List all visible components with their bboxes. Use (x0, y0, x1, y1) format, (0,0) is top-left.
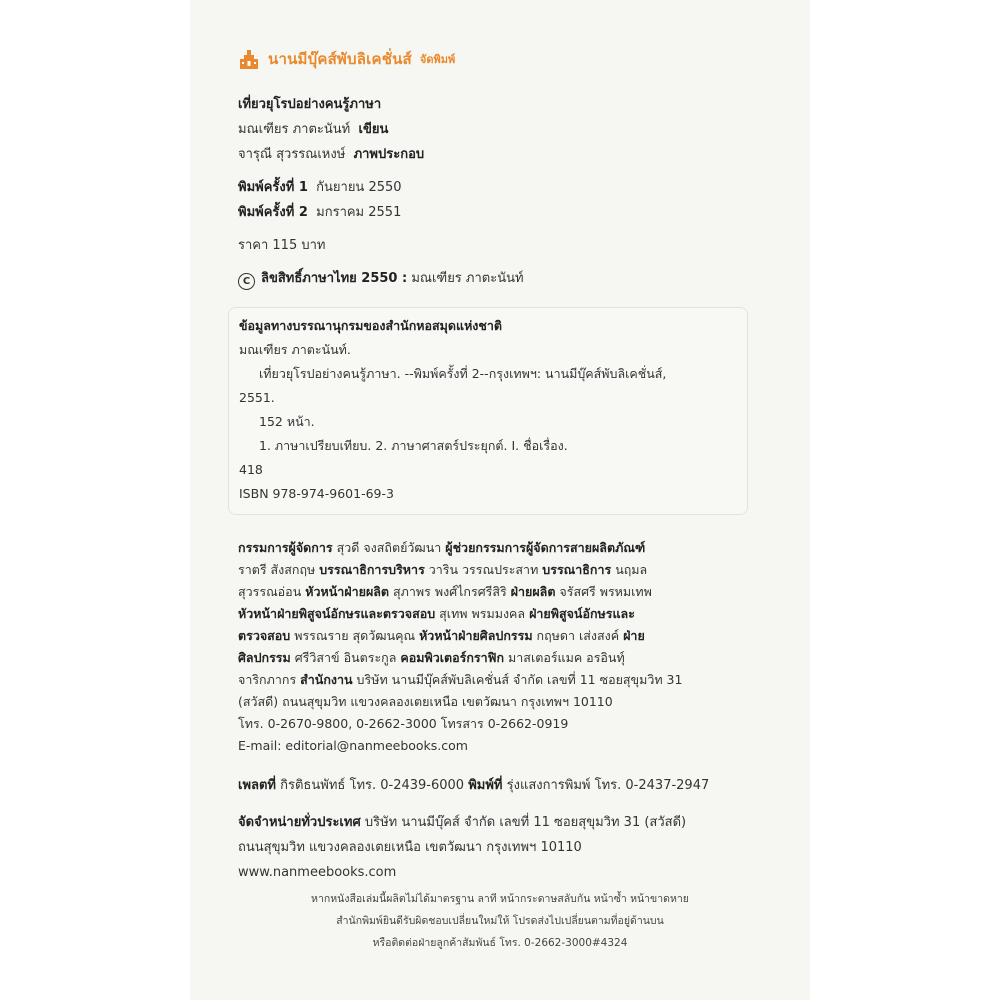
print-value: รุ่งแสงการพิมพ์ โทร. 0-2437-2947 (502, 778, 710, 793)
staff-role: ศิลปกรรม (238, 650, 291, 665)
staff-role: บรรณาธิการ (542, 562, 612, 577)
staff-role: ตรวจสอบ (238, 628, 291, 643)
copyright-icon: C (238, 273, 255, 290)
staff-role: ฝ่ายพิสูจน์อักษรและ (529, 606, 635, 621)
cip-subjects: 1. ภาษาเปรียบเทียบ. 2. ภาษาศาสตร์ประยุกต์. I. ชื่อเรื่อง. (259, 438, 568, 453)
illustrator-role: ภาพประกอบ (353, 147, 425, 162)
staff-person: วาริน วรรณประสาท (424, 562, 543, 577)
staff-role: หัวหน้าฝ่ายศิลปกรรม (419, 628, 533, 643)
staff-role: หัวหน้าฝ่ายผลิต (305, 584, 390, 599)
printing-2 (238, 200, 738, 225)
distribution-address: บริษัท นานมีบุ๊คส์ จำกัด เลขที่ 11 ซอยสุขุมวิท 31 (สวัสดี) (360, 815, 687, 830)
author-line (238, 117, 738, 142)
copyright-page (190, 0, 810, 1000)
staff-role: ฝ่ายผลิต (510, 584, 556, 599)
staff-line (238, 669, 738, 691)
staff-person: สุเทพ พรมมงคล (435, 606, 530, 621)
publisher-name: นานมีบุ๊คส์พับลิเคชั่นส์ (268, 50, 412, 68)
staff-role: บรรณาธิการบริหาร (319, 562, 425, 577)
printing-label: พิมพ์ครั้งที่ 1 (238, 180, 308, 195)
staff-person: พรรณราย สุดวัฒนคุณ (290, 628, 420, 643)
staff-role: ผู้ช่วยกรรมการผู้จัดการสายผลิตภัณฑ์ (445, 540, 646, 555)
cip-block (228, 307, 748, 515)
notice-line: สำนักพิมพ์ยินดีรับผิดชอบเปลี่ยนใหม่ให้ โปรดส่งไปเปลี่ยนตามที่อยู่ด้านบน (336, 915, 664, 927)
notice-line: หรือติดต่อฝ่ายลูกค้าสัมพันธ์ โทร. 0-2662-3000#4324 (372, 937, 628, 949)
publisher-suffix: จัดพิมพ์ (419, 53, 456, 66)
staff-person: สุภาพร พงศ์ไกรศรีสิริ (389, 584, 511, 599)
copyright-line (238, 266, 738, 291)
author-name: มณเฑียร ภาตะนันท์ (238, 122, 351, 137)
staff-role: กรรมการผู้จัดการ (238, 540, 333, 555)
distribution-label: จัดจำหน่ายทั่วประเทศ (238, 815, 361, 830)
staff-role: หัวหน้าฝ่ายพิสูจน์อักษรและตรวจสอบ (238, 606, 436, 621)
staff-credits (238, 537, 738, 757)
cip-pages: 152 หน้า. (259, 414, 315, 429)
office-address: (สวัสดี) ถนนสุขุมวิท แขวงคลองเตยเหนือ เขตวัฒนา กรุงเทพฯ 10110 (238, 694, 613, 709)
staff-line (238, 625, 738, 647)
plate-label: เพลตที่ (238, 778, 276, 793)
copyright-label: ลิขสิทธิ์ภาษาไทย 2550 : (261, 271, 408, 286)
staff-person: จาริกภากร (238, 672, 301, 687)
staff-person: กฤษดา เส่งสงค์ (532, 628, 624, 643)
cip-heading: ข้อมูลทางบรรณานุกรมของสำนักหอสมุดแห่งชาติ (239, 318, 503, 333)
plate-print-line (238, 773, 738, 798)
cip-author: มณเฑียร ภาตะนันท์. (239, 342, 351, 357)
price: ราคา 115 บาท (238, 238, 326, 253)
book-title: เที่ยวยุโรปอย่างคนรู้ภาษา (238, 97, 382, 112)
office-address: บริษัท นานมีบุ๊คส์พับลิเคชั่นส์ จำกัด เลขที่ 11 ซอยสุขุมวิท 31 (352, 672, 683, 687)
cip-class-number: 418 (239, 462, 263, 477)
staff-person: ราตรี สังสกฤษ (238, 562, 320, 577)
cip-entry-year: 2551. (239, 390, 275, 405)
printing-date: กันยายน 2550 (316, 180, 402, 195)
staff-person: สุวรรณอ่อน (238, 584, 306, 599)
copyright-holder: มณเฑียร ภาตะนันท์ (411, 271, 524, 286)
author-role: เขียน (358, 122, 389, 137)
staff-line (238, 537, 738, 559)
office-email: E-mail: editorial@nanmeebooks.com (238, 738, 468, 753)
publisher-logo-icon (238, 47, 260, 71)
print-label: พิมพ์ที่ (468, 778, 503, 793)
office-phone: โทร. 0-2670-9800, 0-2662-3000 โทรสาร 0-2662-0919 (238, 716, 569, 731)
quality-notice (190, 888, 810, 954)
plate-value: กิรติธนพัทธ์ โทร. 0-2439-6000 (276, 778, 469, 793)
distribution-address-2: ถนนสุขุมวิท แขวงคลองเตยเหนือ เขตวัฒนา กรุงเทพฯ 10110 (238, 840, 582, 855)
illustrator-line (238, 142, 738, 167)
staff-person: มาสเตอร์แมค อรอินทุ์ (504, 650, 625, 665)
illustrator-name: จารุณี สุวรรณเหงษ์ (238, 147, 346, 162)
website-link[interactable]: www.nanmeebooks.com (238, 865, 397, 880)
staff-line (238, 603, 738, 625)
page-content (238, 44, 738, 885)
distribution-line (238, 810, 738, 835)
notice-line: หากหนังสือเล่มนี้ผลิตไม่ได้มาตรฐาน ลาที หน้ากระดาษสลับกัน หน้าซ้ำ หน้าขาดหาย (311, 893, 689, 905)
staff-role: ฝ่าย (623, 628, 645, 643)
staff-person: จรัสศรี พรหมเทพ (555, 584, 652, 599)
cip-entry-line: เที่ยวยุโรปอย่างคนรู้ภาษา. --พิมพ์ครั้งที่ 2--กรุงเทพฯ: นานมีบุ๊คส์พับลิเคชั่นส์, (259, 366, 667, 381)
staff-person: นฤมล (611, 562, 648, 577)
staff-role: สำนักงาน (300, 672, 353, 687)
staff-role: คอมพิวเตอร์กราฟิก (400, 650, 505, 665)
cip-isbn: ISBN 978-974-9601-69-3 (239, 486, 394, 501)
printing-label: พิมพ์ครั้งที่ 2 (238, 205, 308, 220)
staff-line (238, 581, 738, 603)
printing-1 (238, 175, 738, 200)
staff-person: สุวดี จงสถิตย์วัฒนา (332, 540, 446, 555)
publisher-header (238, 44, 738, 74)
staff-line (238, 647, 738, 669)
staff-line (238, 559, 738, 581)
staff-person: ศรีวิสาข์ อินตระกูล (290, 650, 401, 665)
printing-date: มกราคม 2551 (316, 205, 402, 220)
